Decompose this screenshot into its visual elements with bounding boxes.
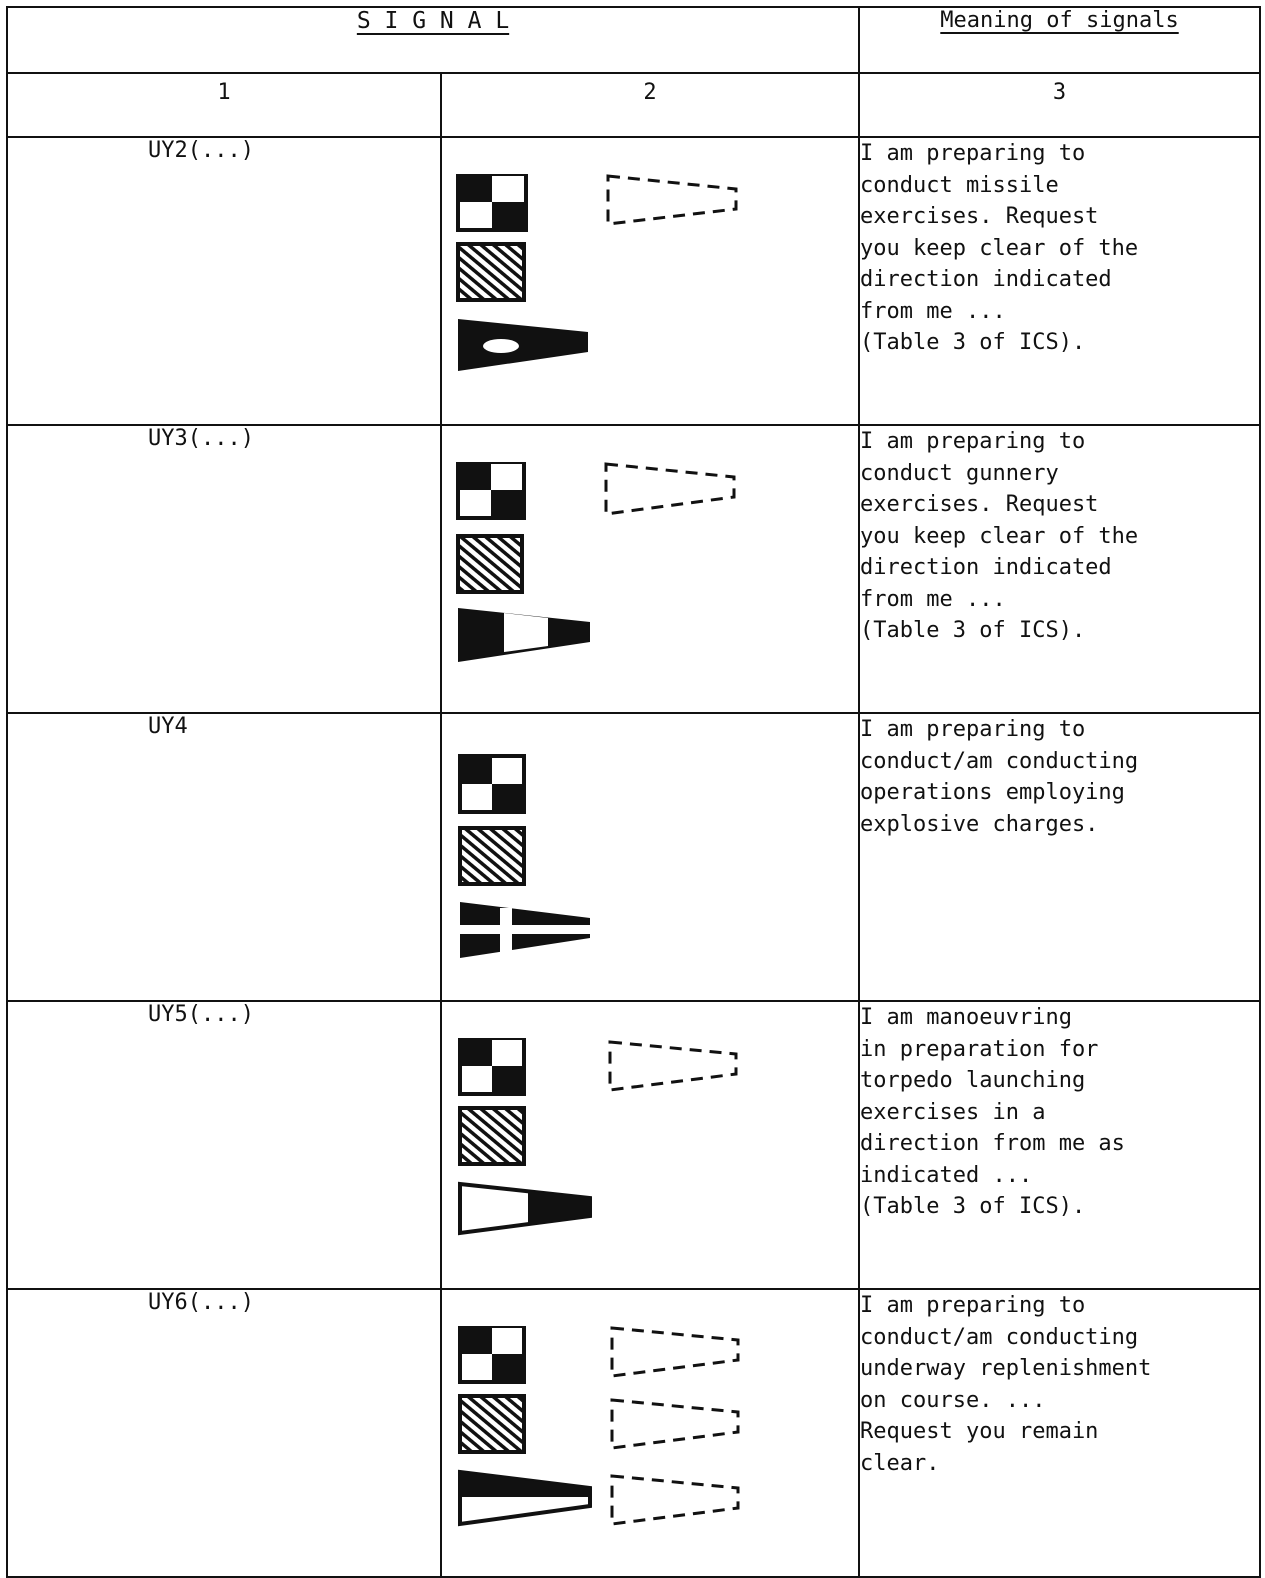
flag-hoist bbox=[456, 462, 776, 682]
flag-hoist-cell bbox=[441, 1289, 859, 1577]
flag-hoist-cell bbox=[441, 713, 859, 1001]
Y-flag-icon bbox=[458, 244, 524, 300]
signal-header bbox=[7, 7, 859, 73]
signal-meaning: I am preparing to conduct gunnery exercises. Request you keep clear of the direction indicated from me ... (Table 3 of ICS). bbox=[859, 425, 1260, 713]
Y-flag-icon bbox=[460, 1396, 524, 1452]
header-row-2 bbox=[7, 73, 1260, 137]
signal-meaning: I am preparing to conduct missile exercises. Request you keep clear of the direction indicated from me ... (Table 3 of ICS). bbox=[859, 137, 1260, 425]
Y-flag-icon bbox=[458, 536, 522, 592]
numeral-pennant-4-icon bbox=[460, 902, 590, 958]
signal-code: UY4 bbox=[148, 714, 188, 739]
signal-code: UY2(...) bbox=[148, 138, 254, 163]
numeral-pennant-5-icon bbox=[460, 1184, 590, 1233]
substitute-pennant-placeholder-icon bbox=[606, 464, 734, 514]
U-flag-icon bbox=[458, 462, 524, 518]
substitute-pennant-placeholder-icon bbox=[612, 1328, 738, 1376]
Y-flag-icon bbox=[460, 828, 524, 884]
signal-meaning: I am manoeuvring in preparation for torpedo launching exercises in a direction from me as indicated ... (Table 3 of ICS). bbox=[859, 1001, 1260, 1289]
meaning-header-text: Meaning of signals bbox=[940, 8, 1179, 33]
substitute-pennant-placeholder-icon bbox=[610, 1042, 736, 1090]
U-flag-icon bbox=[460, 1038, 524, 1094]
signal-code-cell bbox=[7, 137, 441, 425]
signal-code-cell bbox=[7, 713, 441, 1001]
numeral-pennant-2-icon bbox=[458, 319, 588, 371]
signal-table bbox=[6, 6, 1261, 1578]
table-row bbox=[7, 1289, 1260, 1577]
flag-hoist bbox=[456, 750, 776, 970]
signal-header-text: S I G N A L bbox=[356, 8, 510, 34]
signal-code: UY3(...) bbox=[148, 426, 254, 451]
U-flag-icon bbox=[460, 1326, 524, 1382]
flag-hoist-cell bbox=[441, 1001, 859, 1289]
column-number-2 bbox=[441, 73, 859, 137]
table-row bbox=[7, 713, 1260, 1001]
substitute-pennant-placeholder-icon bbox=[612, 1400, 738, 1448]
table-row bbox=[7, 425, 1260, 713]
column-number-1 bbox=[7, 73, 441, 137]
U-flag-icon bbox=[460, 756, 524, 812]
signal-code-cell bbox=[7, 425, 441, 713]
signal-meaning: I am preparing to conduct/am conducting operations employing explosive charges. bbox=[859, 713, 1260, 1001]
signal-code: UY5(...) bbox=[148, 1002, 254, 1027]
header-row-1 bbox=[7, 7, 1260, 73]
column-number-3 bbox=[859, 73, 1260, 137]
signal-meaning: I am preparing to conduct/am conducting underway replenishment on course. ... Request you remain clear. bbox=[859, 1289, 1260, 1577]
column-number-1-text: 1 bbox=[217, 80, 231, 105]
column-number-2-text: 2 bbox=[643, 80, 657, 105]
table-row bbox=[7, 1001, 1260, 1289]
signal-code: UY6(...) bbox=[148, 1290, 254, 1315]
table-row bbox=[7, 137, 1260, 425]
meaning-header bbox=[859, 7, 1260, 73]
flag-hoist-cell bbox=[441, 137, 859, 425]
signal-code-cell bbox=[7, 1289, 441, 1577]
signal-code-cell bbox=[7, 1001, 441, 1289]
flag-hoist bbox=[456, 1038, 776, 1258]
numeral-pennant-3-icon bbox=[458, 608, 590, 662]
substitute-pennant-placeholder-icon bbox=[608, 176, 736, 224]
flag-hoist-cell bbox=[441, 425, 859, 713]
substitute-pennant-placeholder-icon bbox=[612, 1476, 738, 1524]
numeral-pennant-6-icon bbox=[460, 1472, 590, 1524]
column-number-3-text: 3 bbox=[1052, 80, 1067, 105]
flag-hoist bbox=[456, 174, 776, 394]
Y-flag-icon bbox=[460, 1108, 524, 1164]
flag-hoist bbox=[456, 1326, 776, 1556]
U-flag-icon bbox=[458, 174, 526, 230]
